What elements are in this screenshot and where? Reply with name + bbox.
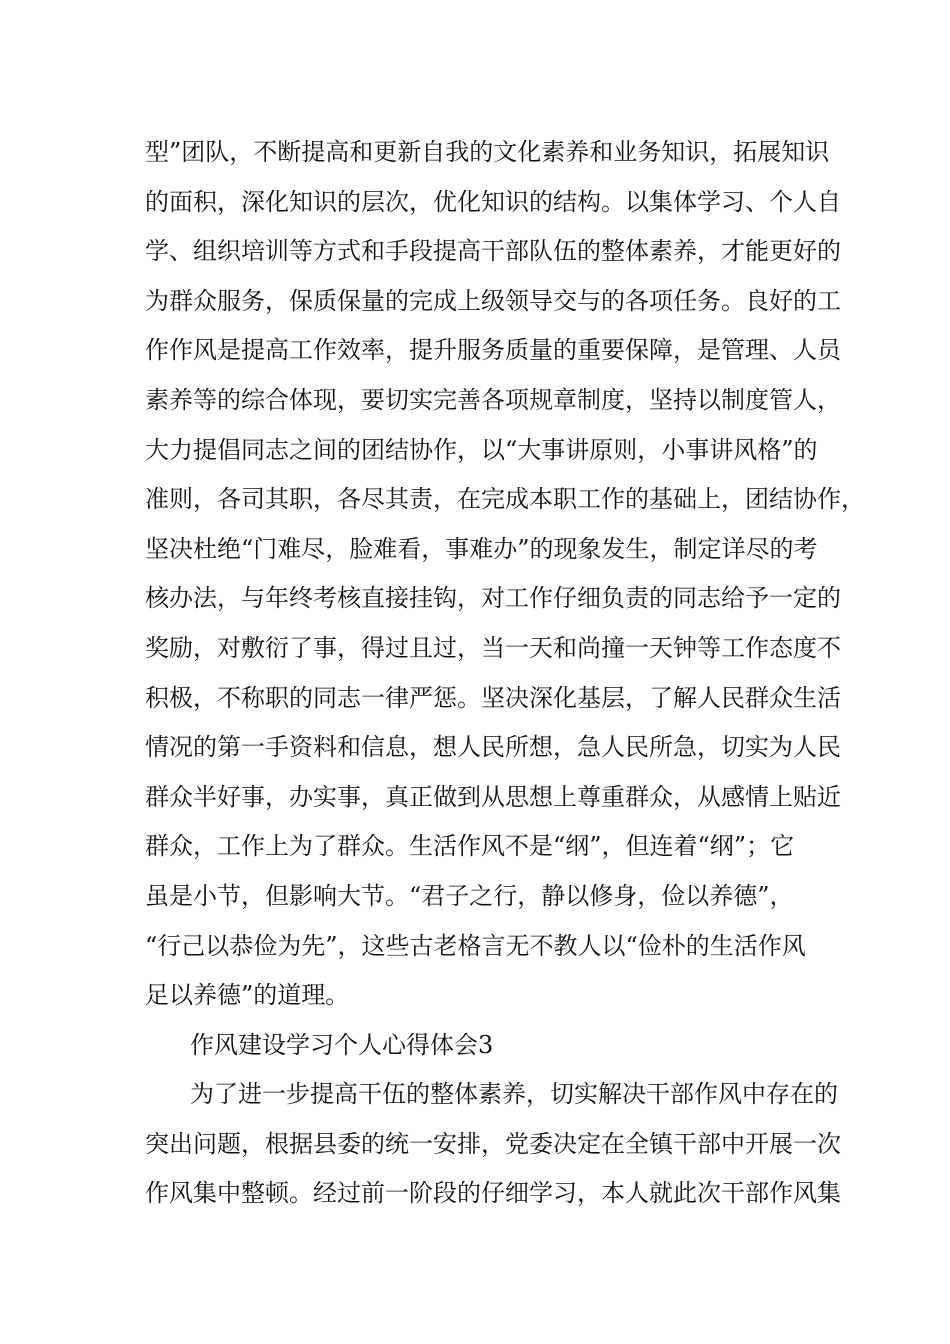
body-line: 学、组织培训等方式和手段提高干部队伍的整体素养，才能更好的 [145, 237, 841, 266]
section-heading: 作风建设学习个人心得体会3 [190, 1030, 494, 1059]
document-body [145, 128, 865, 1219]
body-line: 情况的第一手资料和信息，想人民所想，急人民所急，切实为人民 [145, 733, 841, 762]
body-line: 型”团队，不断提高和更新自我的文化素养和业务知识，拓展知识 [145, 138, 830, 166]
body-line: 准则，各司其职，各尽其责，在完成本职工作的基础上，团结协作， [145, 485, 865, 514]
body-line: 核办法，与年终考核直接挂钩，对工作仔细负责的同志给予一定的 [145, 584, 841, 613]
body-line: 虽是小节，但影响大节。“君子之行，静以修身，俭以养德”， [145, 881, 794, 910]
body-line: 积极，不称职的同志一律严惩。坚决深化基层，了解人民群众生活 [145, 683, 841, 712]
body-line: 坚决杜绝“门难尽，脸难看，事难办”的现象发生，制定详尽的考 [145, 534, 818, 563]
body-line: 素养等的综合体现，要切实完善各项规章制度，坚持以制度管人， [145, 385, 841, 414]
body-line: 群众半好事，办实事，真正做到从思想上尊重群众，从感情上贴近 [145, 782, 841, 811]
body-line: 为群众服务，保质保量的完成上级领导交与的各项任务。良好的工 [145, 286, 841, 315]
body-line: 作作风是提高工作效率，提升服务质量的重要保障，是管理、人员 [145, 336, 841, 365]
body-line: 群众，工作上为了群众。生活作风不是“纲”，但连着“纲”；它 [145, 832, 795, 861]
body-line: 大力提倡同志之间的团结协作，以“大事讲原则，小事讲风格”的 [145, 435, 818, 464]
body-line: 为了进一步提高干伍的整体素养，切实解决干部作风中存在的 [190, 1080, 838, 1109]
body-line: 足以养德”的道理。 [145, 981, 350, 1010]
body-line: 的面积，深化知识的层次，优化知识的结构。以集体学习、个人自 [145, 187, 841, 216]
body-line: 奖励，对敷衍了事，得过且过，当一天和尚撞一天钟等工作态度不 [145, 633, 841, 662]
body-line: 突出问题，根据县委的统一安排，党委决定在全镇干部中开展一次 [145, 1129, 841, 1158]
body-line: 作风集中整顿。经过前一阶段的仔细学习，本人就此次干部作风集 [145, 1179, 841, 1208]
body-line: “行己以恭俭为先”，这些古老格言无不教人以“俭朴的生活作风 [145, 931, 806, 960]
